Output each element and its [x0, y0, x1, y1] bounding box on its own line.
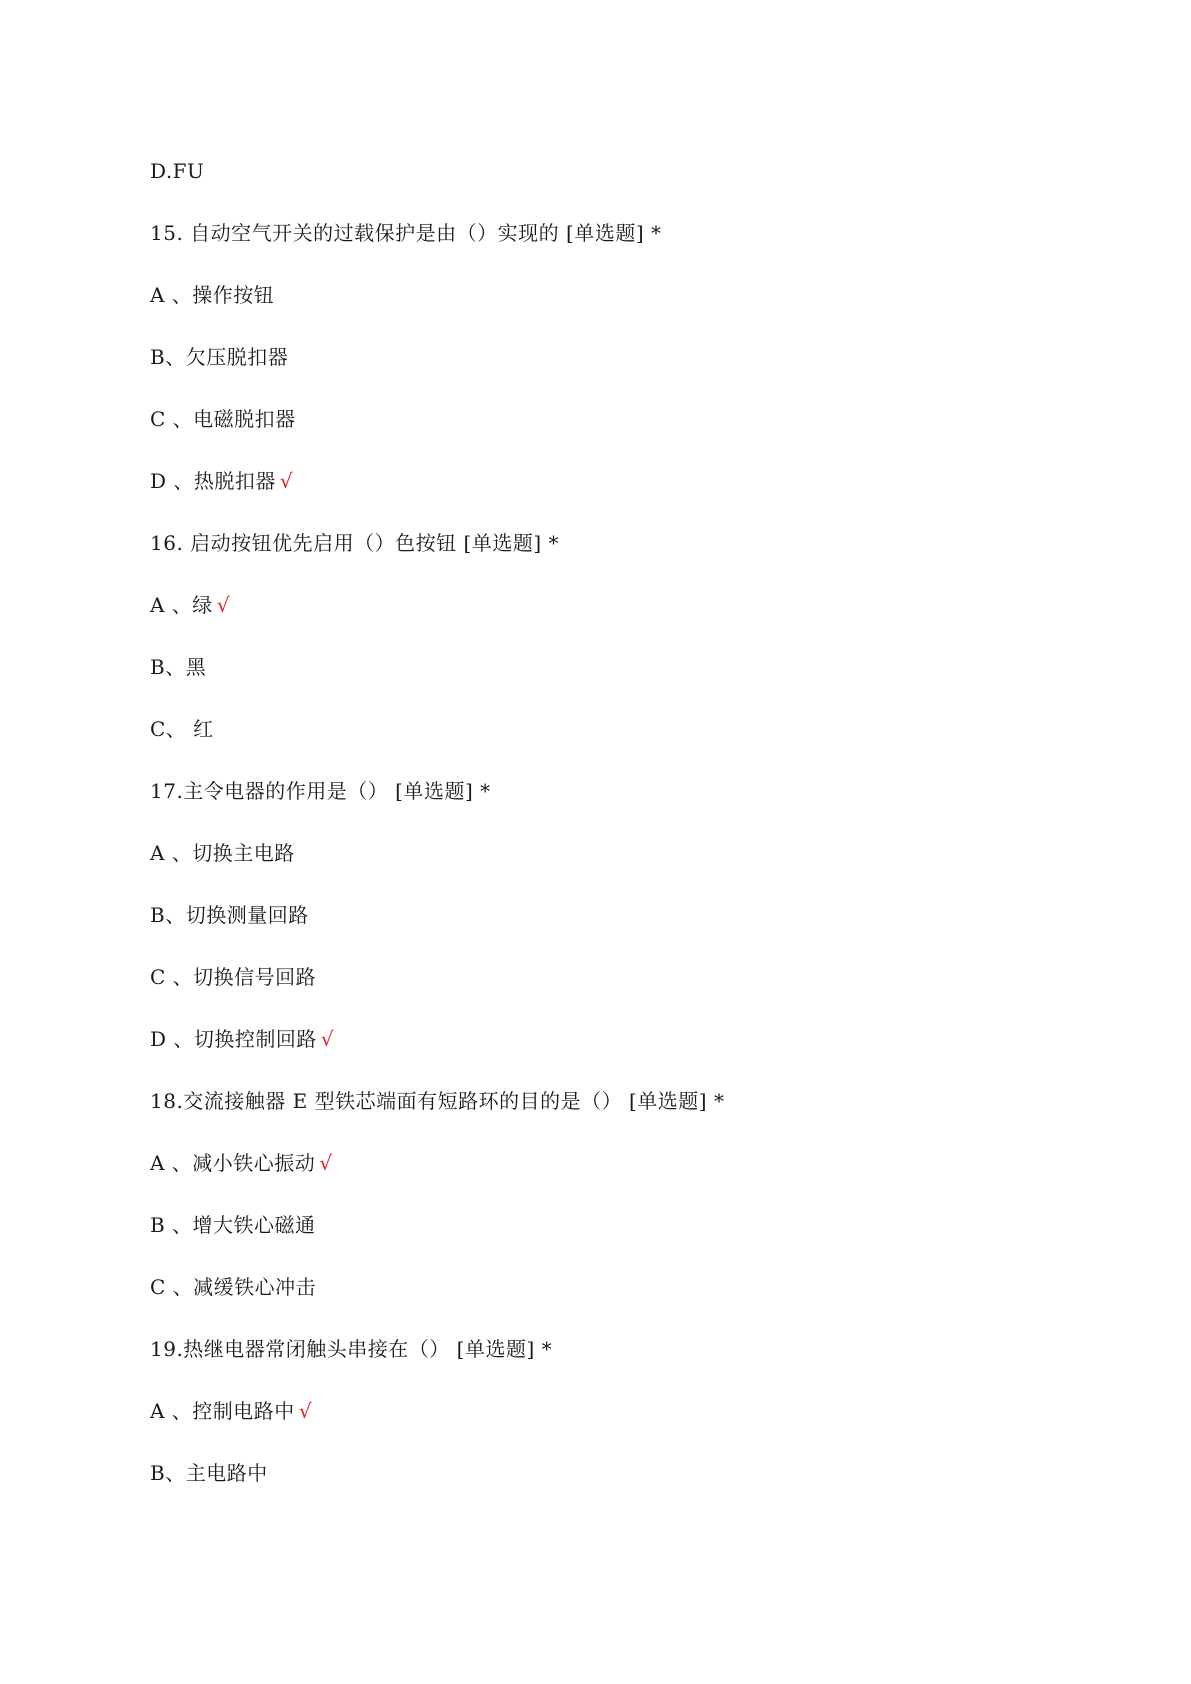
option-line: B、欠压脱扣器 — [150, 345, 289, 369]
check-mark-icon: √ — [298, 1399, 313, 1423]
option-line: C 、电磁脱扣器 — [150, 407, 296, 431]
option-line: D 、热脱扣器 √ — [150, 469, 294, 493]
check-mark-icon: √ — [320, 1027, 335, 1051]
option-line: B、黑 — [150, 655, 207, 679]
check-mark-icon: √ — [216, 593, 231, 617]
option-line: C 、切换信号回路 — [150, 965, 317, 989]
option-line: D 、切换控制回路 √ — [150, 1027, 335, 1051]
option-line: C、 红 — [150, 717, 214, 741]
option-line: A 、控制电路中 √ — [150, 1399, 313, 1423]
check-mark-icon: √ — [279, 469, 294, 493]
option-line: B、切换测量回路 — [150, 903, 309, 927]
option-line: B、主电路中 — [150, 1461, 268, 1485]
check-mark-icon: √ — [319, 1151, 333, 1175]
option-line: A 、绿 √ — [150, 593, 231, 617]
question-16-title: 16. 启动按钮优先启用（）色按钮 [单选题] * — [150, 531, 559, 555]
question-17-title: 17.主令电器的作用是（） [单选题] * — [150, 779, 491, 803]
option-line: A 、切换主电路 — [150, 841, 295, 865]
option-line: B 、增大铁心磁通 — [150, 1213, 316, 1237]
option-line: A 、操作按钮 — [150, 283, 275, 307]
option-line: C 、减缓铁心冲击 — [150, 1275, 317, 1299]
question-15-title: 15. 自动空气开关的过载保护是由（）实现的 [单选题] * — [150, 221, 662, 245]
question-18-title: 18.交流接触器 E 型铁芯端面有短路环的目的是（） [单选题] * — [150, 1089, 725, 1113]
option-line: D.FU — [150, 159, 205, 183]
question-19-title: 19.热继电器常闭触头串接在（） [单选题] * — [150, 1337, 553, 1361]
option-line: A 、减小铁心振动 √ — [150, 1151, 333, 1175]
